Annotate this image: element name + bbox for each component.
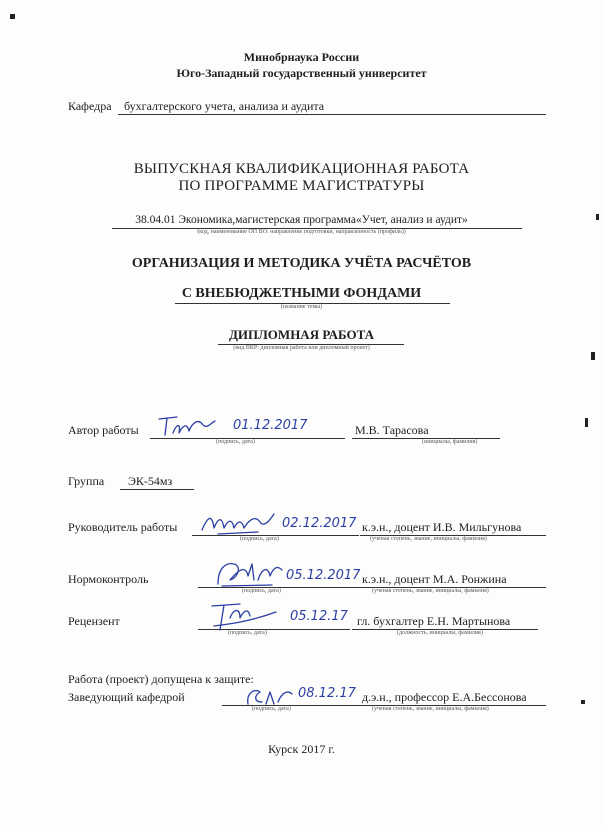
supervisor-sig-caption: (подпись, дата) xyxy=(240,536,279,542)
university-name: Юго-Западный государственный университет xyxy=(176,66,427,80)
author-signature-graphic xyxy=(155,413,217,439)
topic-line1: ОРГАНИЗАЦИЯ И МЕТОДИКА УЧЁТА РАСЧЁТОВ xyxy=(131,256,472,271)
reviewer-name-caption: (должность, инициалы, фамилия) xyxy=(397,630,483,636)
thesis-kind-caption: (вид ВКР: дипломная работа или дипломный проект) xyxy=(233,345,370,351)
supervisor-date: 02.12.2017 xyxy=(282,516,357,531)
group-value: ЭК-54мз xyxy=(128,474,173,488)
topic-caption: (название темы) xyxy=(280,304,323,310)
author-name-caption: (инициалы, фамилия) xyxy=(422,439,478,445)
reviewer-label: Рецензент xyxy=(68,614,120,628)
program-value: 38.04.01 Экономика,магистерская программа«Учет, анализ и аудит» xyxy=(135,214,468,226)
department-line xyxy=(118,114,546,115)
author-date: 01.12.2017 xyxy=(233,418,308,433)
author-label: Автор работы xyxy=(68,423,139,437)
reviewer-name: гл. бухгалтер Е.Н. Мартынова xyxy=(357,614,511,628)
normcontrol-name-caption: (ученая степень, звание, инициалы, фамилия) xyxy=(372,588,489,594)
scan-mark xyxy=(10,14,15,19)
admission-sig-caption: (подпись, дата) xyxy=(252,706,291,712)
head-of-department-label: Заведующий кафедрой xyxy=(68,690,185,704)
department-value: бухгалтерского учета, анализа и аудита xyxy=(124,99,325,113)
head-of-department-name: д.э.н., профессор Е.А.Бессонова xyxy=(362,690,527,704)
scan-mark xyxy=(585,418,588,427)
supervisor-signature-graphic xyxy=(198,508,278,538)
supervisor-name-caption: (ученая степень, звание, инициалы, фамилия) xyxy=(370,536,487,542)
work-type-line1: ВЫПУСКНАЯ КВАЛИФИКАЦИОННАЯ РАБОТА xyxy=(133,161,470,177)
reviewer-signature-graphic xyxy=(206,598,278,634)
reviewer-date: 05.12.17 xyxy=(290,609,348,624)
reviewer-sig-caption: (подпись, дата) xyxy=(228,630,267,636)
work-type-line2: ПО ПРОГРАММЕ МАГИСТРАТУРЫ xyxy=(178,178,425,194)
scan-mark xyxy=(591,352,595,360)
topic-line2: С ВНЕБЮДЖЕТНЫМИ ФОНДАМИ xyxy=(181,286,422,301)
normcontrol-name: к.э.н., доцент М.А. Ронжина xyxy=(362,572,507,586)
admission-line1: Работа (проект) допущена к защите: xyxy=(68,672,254,686)
ministry-name: Минобрнаука России xyxy=(243,50,360,64)
author-name: М.В. Тарасова xyxy=(355,423,429,437)
normcontrol-signature-graphic xyxy=(212,558,284,590)
admission-name-caption: (ученая степень, звание, инициалы, фамилия) xyxy=(372,706,489,712)
normcontrol-label: Нормоконтроль xyxy=(68,572,149,586)
thesis-kind-value: ДИПЛОМНАЯ РАБОТА xyxy=(228,327,375,342)
admission-date: 08.12.17 xyxy=(298,686,356,701)
supervisor-name: к.э.н., доцент И.В. Мильгунова xyxy=(362,520,522,534)
supervisor-label: Руководитель работы xyxy=(68,520,178,534)
city-year: Курск 2017 г. xyxy=(268,742,335,756)
author-sig-caption: (подпись, дата) xyxy=(216,439,255,445)
program-caption: (код, наименование ОП ВО: направление подготовки, направленность (профиль)) xyxy=(197,229,406,235)
group-line xyxy=(120,489,194,490)
group-label: Группа xyxy=(68,474,105,488)
normcontrol-sig-caption: (подпись, дата) xyxy=(242,588,281,594)
department-label: Кафедра xyxy=(68,99,112,113)
normcontrol-date: 05.12.2017 xyxy=(286,568,361,583)
scan-mark xyxy=(581,700,585,704)
